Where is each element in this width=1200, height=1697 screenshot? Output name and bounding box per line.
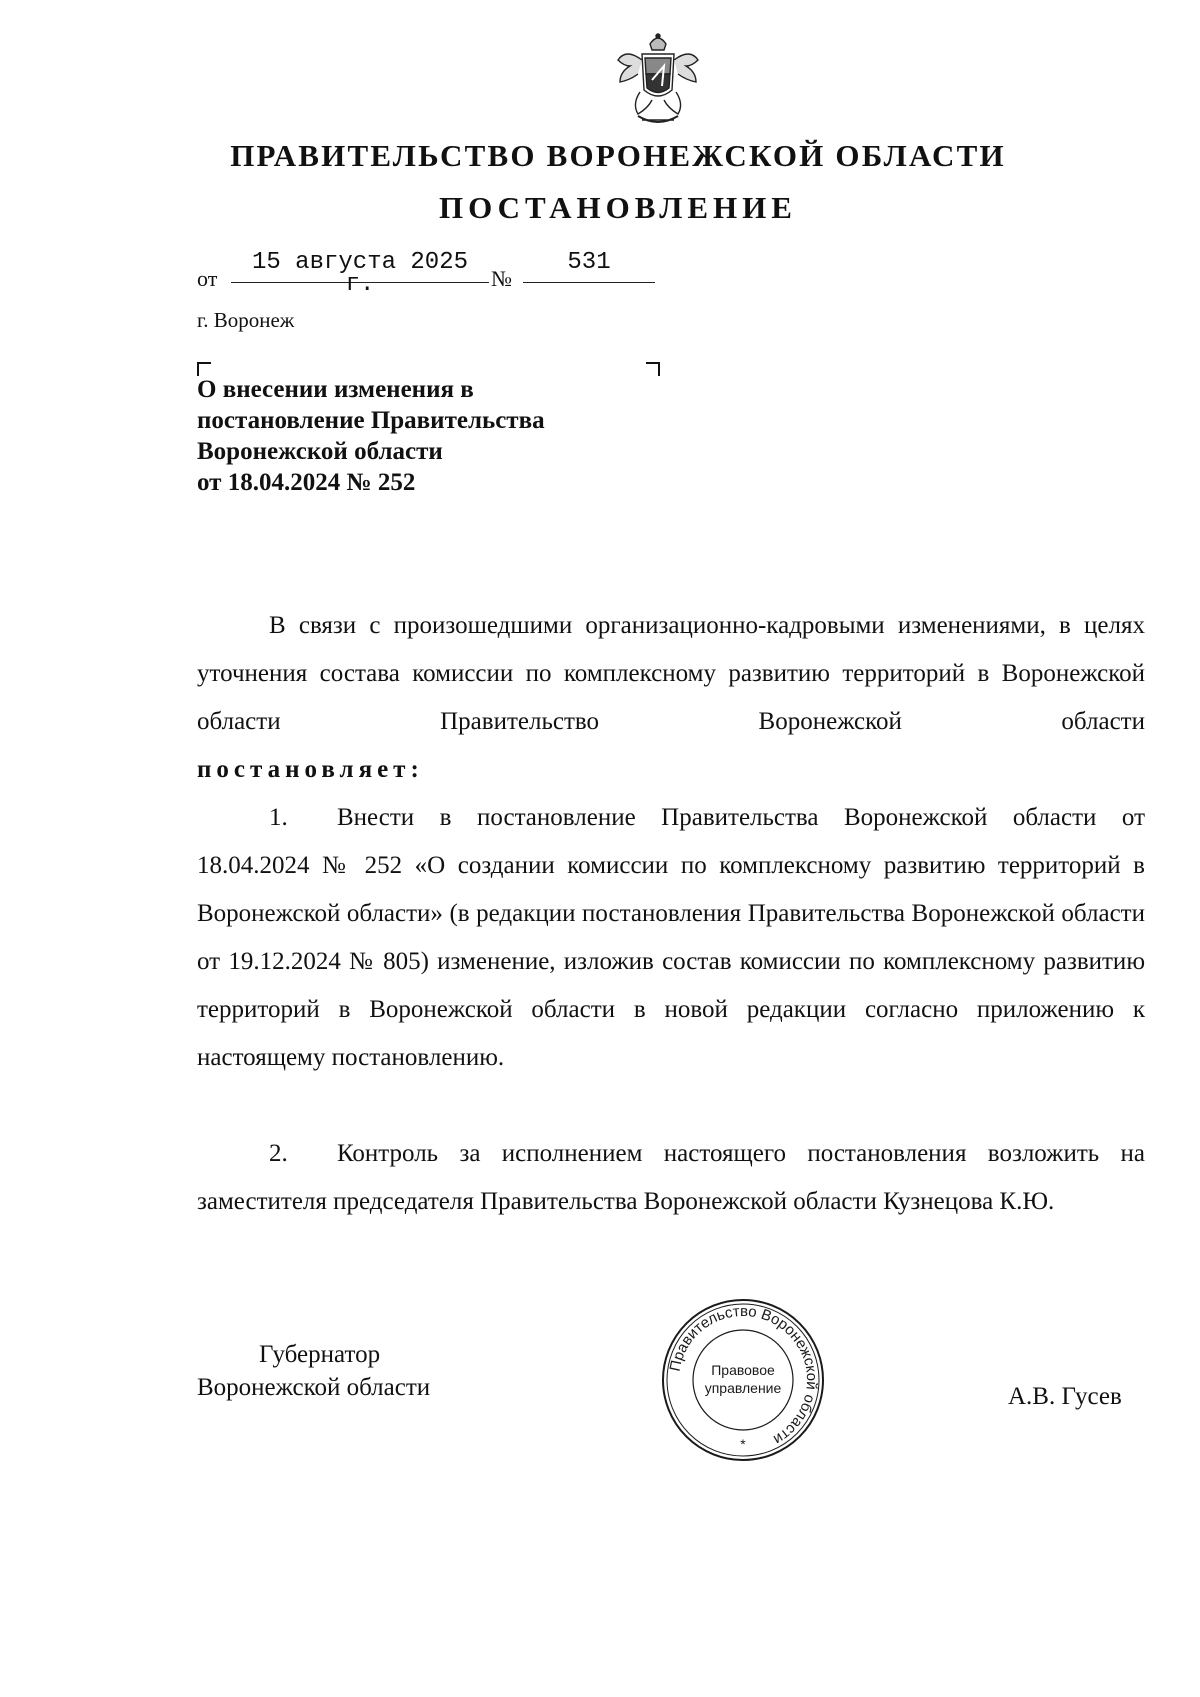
date-number-line: [197, 249, 677, 298]
signatory-name: А.В. Гусев: [1008, 1383, 1122, 1410]
item-number: 2.: [269, 1140, 288, 1167]
preamble-text: В связи с произошедшими организационно-кадровыми изменениями, в целях уточнения состава комиссии по комплексному развитию территорий в Воронежской области Правительство Воронежской области: [197, 612, 1145, 735]
stamp-star: *: [740, 1436, 746, 1452]
stamp-inner-line2: управление: [704, 1380, 782, 1396]
resolves-word: постановляет:: [197, 756, 424, 783]
subject-line: от 18.04.2024 № 252: [197, 469, 416, 496]
stamp-inner-line1: Правовое: [711, 1362, 775, 1378]
signatory-region: Воронежской области: [197, 1374, 431, 1401]
number-value: 531: [523, 252, 655, 283]
body-preamble: [197, 602, 1145, 794]
item-paragraph: [197, 1130, 1145, 1226]
body-item-2: [197, 1130, 1145, 1226]
date-value: 15 августа 2025 г.: [231, 252, 489, 283]
subject-line: Воронежской области: [197, 438, 443, 465]
subject-line: О внесении изменения в: [197, 376, 474, 403]
item-text: Контроль за исполнением настоящего постановления возложить на заместителя председателя Правительства Воронежской области Кузнецова К.Ю.: [197, 1140, 1145, 1215]
stamp-outer-text: Правительство Воронежской области: [666, 1302, 821, 1449]
item-text: Внести в постановление Правительства Воронежской области от 18.04.2024 № 252 «О создании комиссии по комплексному развитию территорий в Воронежской области» (в редакции постановления Правительства Воронежской области от 19.12.2024 № 805) изменение, изложив состав комиссии по комплексному развитию территорий в Воронежской области в новой редакции согласно приложению к настоящему постановлению.: [197, 804, 1145, 1071]
city: г. Воронеж: [197, 308, 295, 332]
item-number: 1.: [269, 804, 288, 831]
document-type: ПОСТАНОВЛЕНИЕ: [439, 190, 797, 225]
item-paragraph: [197, 794, 1145, 1082]
organization-title: ПРАВИТЕЛЬСТВО ВОРОНЕЖСКОЙ ОБЛАСТИ: [230, 138, 1006, 173]
number-label: №: [491, 266, 512, 291]
signatory-title: [197, 1338, 430, 1404]
date-label: от: [197, 266, 218, 291]
subject-line: постановление Правительства: [197, 407, 545, 434]
signatory-position: Губернатор: [259, 1341, 381, 1368]
coat-of-arms-icon: [612, 30, 704, 130]
official-stamp: [660, 1297, 826, 1463]
document-subject: [197, 374, 657, 498]
body-item-1: [197, 794, 1145, 1082]
